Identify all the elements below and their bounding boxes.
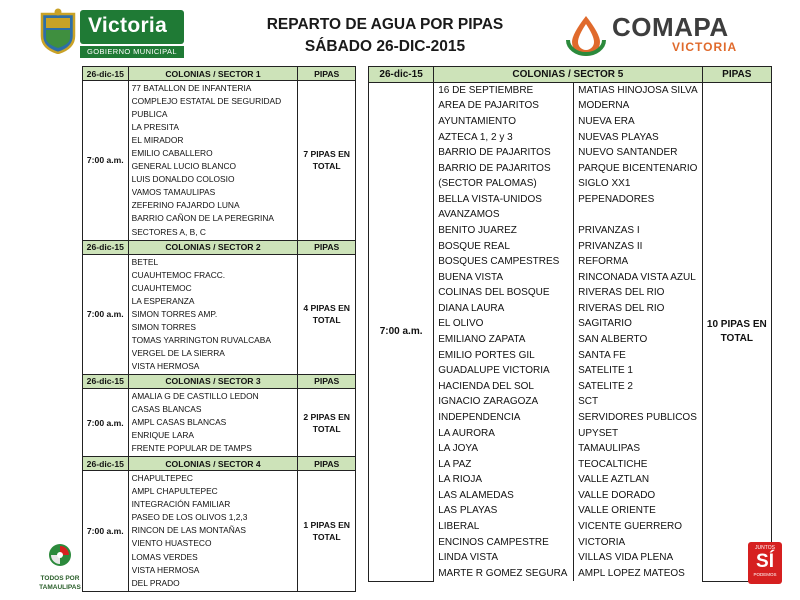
juntos-si-podemos-logo — [748, 542, 782, 584]
colonia-item: CUAUHTEMOC FRACC. — [131, 269, 226, 280]
colonia-item: HACIENDA DEL SOL — [434, 378, 574, 394]
sector-header — [83, 240, 356, 254]
colonia-item: LA RIOJA — [434, 472, 574, 488]
colonia-item: BUENA VISTA — [434, 269, 574, 285]
colonia-item: EMILIO PORTES GIL — [434, 347, 574, 363]
colonia-item: EMILIANO ZAPATA — [434, 332, 574, 348]
colonia-item: LINDA VISTA — [434, 550, 574, 566]
page-date: SÁBADO 26-DIC-2015 — [304, 38, 466, 55]
colonias-list — [128, 81, 298, 241]
colonia-item: BENITO JUAREZ — [434, 223, 574, 239]
header-date: 26-dic-15 — [369, 67, 434, 83]
colonia-item: LAS ALAMEDAS — [434, 488, 574, 504]
colonia-item: AYUNTAMIENTO — [434, 114, 574, 130]
colonia-item: PEPENADORES — [574, 192, 702, 208]
colonia-item: COMPLEJO ESTATAL DE SEGURIDAD — [131, 96, 282, 107]
colonia-item: RINCONADA VISTA AZUL — [574, 269, 702, 285]
colonia-item: TEOCALTICHE — [574, 456, 702, 472]
colonia-item: SCT — [574, 394, 702, 410]
colonia-item: SIMON TORRES — [131, 321, 196, 332]
pipas-total: 1 PIPAS EN TOTAL — [298, 471, 356, 591]
colonia-item: LA AURORA — [434, 425, 574, 441]
colonia-item: EMILIO CABALLERO — [131, 148, 213, 159]
colonia-item: VIENTO HUASTECO — [131, 538, 212, 549]
colonia-item: VAMOS TAMAULIPAS — [131, 187, 216, 198]
colonia-item: NUEVAS PLAYAS — [574, 129, 702, 145]
footer-right-mid: SÍ — [756, 551, 774, 572]
colonia-item: DEL PRADO — [131, 577, 180, 588]
colonia-item: SECTORES A, B, C — [131, 226, 206, 237]
colonia-item: BETEL — [131, 256, 159, 267]
colonia-item: PUBLICA — [131, 109, 168, 120]
colonia-item: EL OLIVO — [434, 316, 574, 332]
colonia-item: BARRIO DE PAJARITOS — [434, 160, 574, 176]
colonia-item — [574, 207, 702, 223]
header-colonias: COLONIAS / SECTOR 5 — [434, 67, 702, 83]
colonia-item: VALLE DORADO — [574, 488, 702, 504]
water-drop-icon — [562, 10, 610, 56]
colonia-item: INTEGRACIÓN FAMILIAR — [131, 499, 231, 510]
time-cell: 7:00 a.m. — [83, 254, 129, 374]
colonia-item: PRIVANZAS II — [574, 238, 702, 254]
colonias-list — [128, 388, 298, 456]
colonia-item: AMPL CASAS BLANCAS — [131, 417, 227, 428]
colonia-item: PASEO DE LOS OLIVOS 1,2,3 — [131, 512, 248, 523]
colonia-item: CASAS BLANCAS — [131, 404, 202, 415]
header-colonias: COLONIAS / SECTOR 2 — [128, 240, 298, 254]
header-date: 26-dic-15 — [83, 374, 129, 388]
colonia-item: GUADALUPE VICTORIA — [434, 363, 574, 379]
footer-right-top: JUNTOS — [755, 545, 775, 551]
todos-por-tamaulipas-logo — [30, 542, 90, 590]
colonia-item: RIVERAS DEL RIO — [574, 301, 702, 317]
colonia-item: VILLAS VIDA PLENA — [574, 550, 702, 566]
pipas-total: 4 PIPAS EN TOTAL — [298, 254, 356, 374]
colonia-item: COLINAS DEL BOSQUE — [434, 285, 574, 301]
pipas-total: 7 PIPAS EN TOTAL — [298, 81, 356, 241]
header-pipas: PIPAS — [298, 240, 356, 254]
colonia-item: SERVIDORES PUBLICOS — [574, 410, 702, 426]
header-date: 26-dic-15 — [83, 457, 129, 471]
colonia-item: BARRIO DE PAJARITOS — [434, 145, 574, 161]
colonia-item: LIBERAL — [434, 519, 574, 535]
colonia-item: REFORMA — [574, 254, 702, 270]
pipas-total: 10 PIPAS EN TOTAL — [702, 83, 771, 582]
header-pipas: PIPAS — [298, 374, 356, 388]
colonia-item: LUIS DONALDO COLOSIO — [131, 174, 235, 185]
colonias-list — [128, 471, 298, 591]
sector-header — [83, 374, 356, 388]
header-pipas: PIPAS — [298, 67, 356, 81]
time-cell: 7:00 a.m. — [83, 81, 129, 241]
crest-icon — [38, 8, 78, 54]
sector-row — [83, 254, 356, 374]
time-cell: 7:00 a.m. — [83, 388, 129, 456]
colonia-item: AVANZAMOS — [434, 207, 574, 223]
header-pipas: PIPAS — [298, 457, 356, 471]
colonia-item: DIANA LAURA — [434, 301, 574, 317]
colonia-item: NUEVO SANTANDER — [574, 145, 702, 161]
colonia-item: LAS PLAYAS — [434, 503, 574, 519]
header-colonias: COLONIAS / SECTOR 3 — [128, 374, 298, 388]
colonia-item: AMPL LOPEZ MATEOS — [574, 565, 702, 581]
header-colonias: COLONIAS / SECTOR 4 — [128, 457, 298, 471]
colonia-item: BELLA VISTA-UNIDOS — [434, 192, 574, 208]
colonia-item: EL MIRADOR — [131, 135, 184, 146]
colonia-item: UPYSET — [574, 425, 702, 441]
colonia-item: RINCON DE LAS MONTAÑAS — [131, 525, 246, 536]
sector-5-table — [368, 66, 772, 582]
brand-subtitle: GOBIERNO MUNICIPAL — [87, 47, 177, 56]
colonia-item: PRIVANZAS I — [574, 223, 702, 239]
colonia-item: BOSQUE REAL — [434, 238, 574, 254]
sector-header — [83, 457, 356, 471]
colonia-item: NUEVA ERA — [574, 114, 702, 130]
colonia-item: RIVERAS DEL RIO — [574, 285, 702, 301]
sector-row — [83, 388, 356, 456]
page-title: REPARTO DE AGUA POR PIPAS — [266, 16, 504, 33]
colonia-item: PARQUE BICENTENARIO — [574, 160, 702, 176]
colonia-item: SATELITE 1 — [574, 363, 702, 379]
sector-row — [83, 471, 356, 591]
victoria-logo — [38, 6, 186, 58]
colonia-item: SANTA FE — [574, 347, 702, 363]
brand-name: Victoria — [88, 14, 168, 37]
colonia-item: AMPL CHAPULTEPEC — [131, 486, 218, 497]
colonia-item: ENRIQUE LARA — [131, 430, 194, 441]
colonia-item: ENCINOS CAMPESTRE — [434, 534, 574, 550]
time-cell: 7:00 a.m. — [83, 471, 129, 591]
colonia-item: GENERAL LUCIO BLANCO — [131, 161, 237, 172]
comapa-subtitle: VICTORIA — [672, 40, 738, 54]
header-pipas: PIPAS — [702, 67, 771, 83]
header-date: 26-dic-15 — [83, 67, 129, 81]
colonia-item: MODERNA — [574, 98, 702, 114]
colonias-list — [128, 254, 298, 374]
colonia-item: LA ESPERANZA — [131, 295, 195, 306]
colonia-item: 16 DE SEPTIEMBRE — [434, 83, 574, 99]
header-colonias: COLONIAS / SECTOR 1 — [128, 67, 298, 81]
colonia-item: TAMAULIPAS — [574, 441, 702, 457]
colonia-item: LA JOYA — [434, 441, 574, 457]
colonia-item: SATELITE 2 — [574, 378, 702, 394]
footer-right-bot: PODEMOS — [753, 572, 777, 577]
colonia-item: 77 BATALLON DE INFANTERIA — [131, 83, 252, 93]
colonia-item: MARTE R GOMEZ SEGURA — [434, 565, 574, 581]
colonia-item: VALLE ORIENTE — [574, 503, 702, 519]
colonia-item: AZTECA 1, 2 y 3 — [434, 129, 574, 145]
colonia-item: LA PRESITA — [131, 122, 179, 133]
colonia-item: SIMON TORRES AMP. — [131, 308, 218, 319]
comapa-logo — [562, 10, 762, 56]
colonia-item: VALLE AZTLAN — [574, 472, 702, 488]
colonia-item: FRENTE POPULAR DE TAMPS — [131, 443, 252, 454]
colonia-item: (SECTOR PALOMAS) — [434, 176, 574, 192]
colonia-item: VISTA HERMOSA — [131, 360, 200, 371]
colonia-item: INDEPENDENCIA — [434, 410, 574, 426]
sector-5-header — [369, 67, 772, 83]
colonia-item: VERGEL DE LA SIERRA — [131, 347, 225, 358]
page-title-block — [240, 14, 530, 58]
colonia-item: VICTORIA — [574, 534, 702, 550]
colonia-item: SAN ALBERTO — [574, 332, 702, 348]
colonia-item: MATIAS HINOJOSA SILVA — [574, 83, 702, 99]
footer-left-line2: TAMAULIPAS — [39, 584, 81, 591]
colonia-item: IGNACIO ZARAGOZA — [434, 394, 574, 410]
colonia-item: BARRIO CAÑON DE LA PEREGRINA — [131, 213, 275, 224]
colonia-item: LA PAZ — [434, 456, 574, 472]
comapa-name: COMAPA — [612, 12, 729, 42]
colonia-item: BOSQUES CAMPESTRES — [434, 254, 574, 270]
colonia-item: CHAPULTEPEC — [131, 473, 193, 484]
colonia-item: AREA DE PAJARITOS — [434, 98, 574, 114]
colonia-item: TOMAS YARRINGTON RUVALCABA — [131, 334, 271, 345]
time-cell: 7:00 a.m. — [369, 83, 434, 582]
colonia-item: ZEFERINO FAJARDO LUNA — [131, 200, 240, 211]
sector-row — [83, 81, 356, 241]
colonia-item: CUAUHTEMOC — [131, 282, 192, 293]
footer-left-line1: TODOS POR — [40, 575, 80, 582]
sector-header — [83, 67, 356, 81]
colonia-item: LOMAS VERDES — [131, 551, 198, 562]
pipas-total: 2 PIPAS EN TOTAL — [298, 388, 356, 456]
colonia-item: VICENTE GUERRERO — [574, 519, 702, 535]
colonia-item: AMALIA G DE CASTILLO LEDON — [131, 390, 259, 401]
colonia-item: SAGITARIO — [574, 316, 702, 332]
header-date: 26-dic-15 — [83, 240, 129, 254]
table-row — [369, 83, 772, 99]
colonia-item: SIGLO XX1 — [574, 176, 702, 192]
sectors-1-4-table — [82, 66, 356, 592]
colonia-item: VISTA HERMOSA — [131, 564, 200, 575]
tamaulipas-icon — [47, 542, 73, 568]
